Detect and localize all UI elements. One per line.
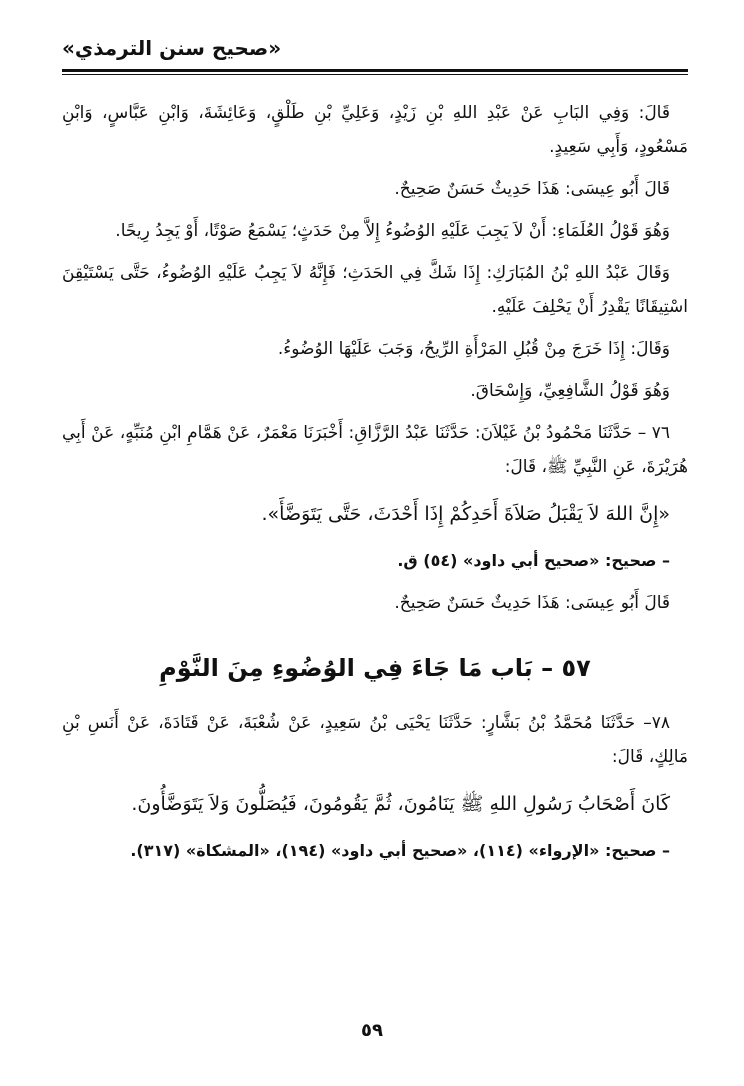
page-body [62, 96, 688, 876]
hadith-78-grade: – صحيح: «الإرواء» (١١٤)، «صحيح أبي داود» (١٩٤)، «المشكاة» (٣١٧). [130, 841, 670, 860]
chapter-57-heading: ٥٧ – بَاب مَا جَاءَ فِي الوُضُوءِ مِنَ النَّوْمِ [159, 654, 591, 682]
hadith-78-isnad: ٧٨– حَدَّثَنَا مُحَمَّدُ بْنُ بَشَّارٍ: حَدَّثَنَا يَحْيَى بْنُ سَعِيدٍ، عَنْ شُعْبَةَ، عَنْ قَتَادَةَ، عَنْ أَنَسِ بْنِ مَالِكٍ، قَالَ: [62, 713, 688, 767]
paragraph-chapter-sources: قَالَ: وَفِي البَابِ عَنْ عَبْدِ اللهِ بْنِ زَيْدٍ، وَعَلِيِّ بْنِ طَلْقٍ، وَعَائِشَةَ، وَابْنِ عَبَّاسٍ، وَابْنِ مَسْعُودٍ، وَأَبِي سَعِيدٍ. [62, 103, 688, 157]
hadith-76-grade: – صحيح: «صحيح أبي داود» (٥٤) ق. [397, 551, 670, 570]
header-rule-thin [62, 74, 688, 75]
hadith-76-comment: قَالَ أَبُو عِيسَى: هَذَا حَدِيثٌ حَسَنٌ صَحِيحٌ. [394, 593, 670, 613]
hadith-76-isnad: ٧٦ – حَدَّثَنَا مَحْمُودُ بْنُ غَيْلاَنَ: حَدَّثَنَا عَبْدُ الرَّزَّاقِ: أَخْبَرَنَا مَعْمَرٌ، عَنْ هَمَّامِ ابْنِ مُنَبِّهٍ، عَنْ أَبِي هُرَيْرَةَ، عَنِ النَّبِيِّ ﷺ، قَالَ: [62, 423, 688, 477]
paragraph-ibn-mubarak: وَقَالَ عَبْدُ اللهِ بْنُ المُبَارَكِ: إِذَا شَكَّ فِي الحَدَثِ؛ فَإِنَّهُ لاَ يَجِبُ عَلَيْهِ الوُضُوءُ، حَتَّى يَسْتَيْقِنَ اسْتِيقَانًا يَقْدِرُ أَنْ يَحْلِفَ عَلَيْهِ. [62, 263, 688, 317]
hadith-76-text: «إِنَّ اللهَ لاَ يَقْبَلُ صَلاَةَ أَحَدِكُمْ إِذَا أَحْدَثَ، حَتَّى يَتَوَضَّأَ». [261, 503, 670, 525]
page-number: ٥٩ [361, 1020, 383, 1041]
header-rule-thick [62, 69, 688, 72]
paragraph-woman-ruling: وَقَالَ: إِذَا خَرَجَ مِنْ قُبُلِ المَرْأَةِ الرِّيحُ، وَجَبَ عَلَيْهَا الوُضُوءُ. [277, 339, 670, 359]
paragraph-abu-isa-grading: قَالَ أَبُو عِيسَى: هَذَا حَدِيثٌ حَسَنٌ صَحِيحٌ. [394, 179, 670, 199]
running-header-title: «صحيح سنن الترمذي» [62, 36, 282, 60]
paragraph-scholars-view: وَهُوَ قَوْلُ العُلَمَاءِ: أَنْ لاَ يَجِبَ عَلَيْهِ الوُضُوءُ إِلاَّ مِنْ حَدَثٍ؛ يَسْمَعُ صَوْتًا، أَوْ يَجِدُ رِيحًا. [115, 221, 670, 241]
paragraph-shafii-ishaq: وَهُوَ قَوْلُ الشَّافِعِيِّ، وَإِسْحَاقَ. [470, 381, 670, 401]
hadith-78-text: كَانَ أَصْحَابُ رَسُولِ اللهِ ﷺ يَنَامُونَ، ثُمَّ يَقُومُونَ، فَيُصَلُّونَ وَلاَ يَتَوَضَّأُونَ. [131, 793, 670, 815]
